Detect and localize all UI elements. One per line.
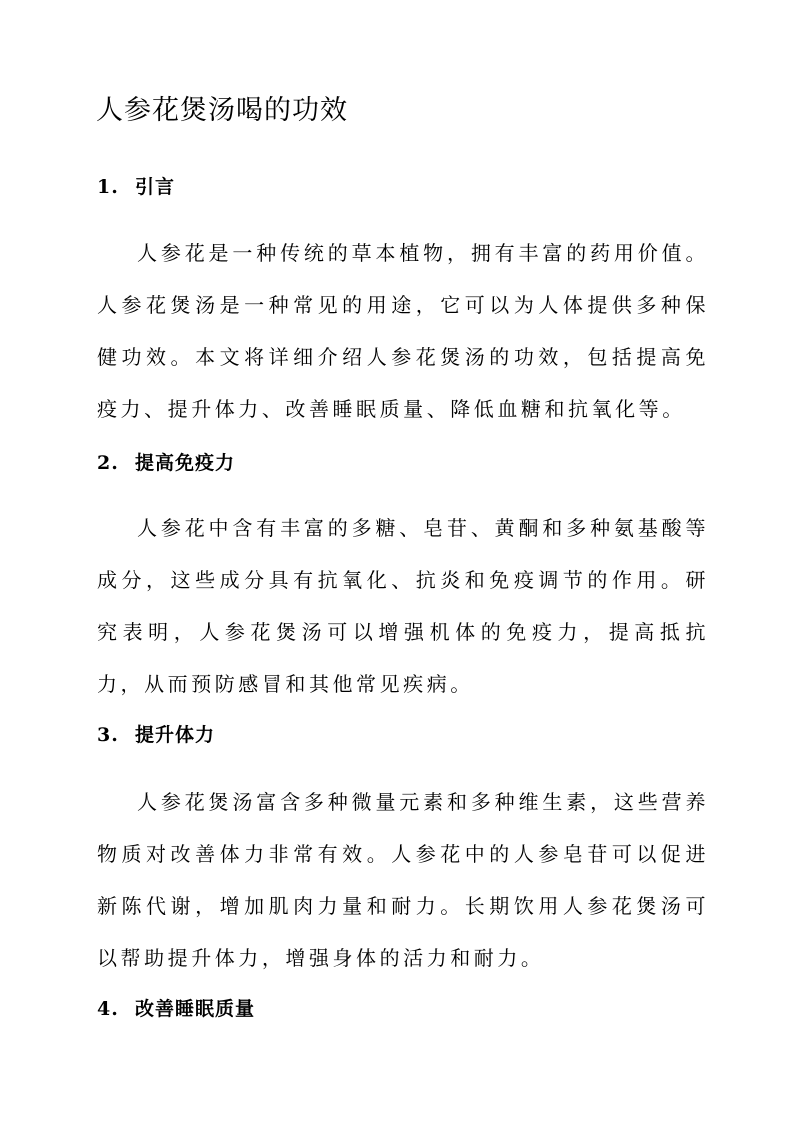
section-paragraph-immunity: 人参花中含有丰富的多糖、皂苷、黄酮和多种氨基酸等成分，这些成分具有抗氧化、抗炎和免疫调节的作用。研究表明，人参花煲汤可以增强机体的免疫力，提高抵抗力，从而预防感冒和其他常见疾病。 [97, 516, 709, 696]
section-number: 4. [97, 998, 119, 1020]
section-number: 2. [97, 452, 119, 474]
section-paragraph-stamina: 人参花煲汤富含多种微量元素和多种维生素，这些营养物质对改善体力非常有效。人参花中的人参皂苷可以促进新陈代谢，增加肌肉力量和耐力。长期饮用人参花煲汤可以帮助提升体力，增强身体的活力和耐力。 [97, 790, 709, 970]
section-number: 3. [97, 724, 119, 746]
document-title: 人参花煲汤喝的功效 [96, 95, 348, 126]
section-number: 1. [97, 176, 119, 198]
section-heading-sleep [97, 997, 717, 1021]
section-heading-text: 改善睡眠质量 [135, 998, 256, 1020]
section-paragraph-introduction: 人参花是一种传统的草本植物，拥有丰富的药用价值。人参花煲汤是一种常见的用途，它可以为人体提供多种保健功效。本文将详细介绍人参花煲汤的功效，包括提高免疫力、提升体力、改善睡眠质量、降低血糖和抗氧化等。 [97, 241, 709, 421]
section-heading-stamina [97, 723, 717, 747]
section-heading-immunity [97, 451, 717, 475]
section-heading-text: 提高免疫力 [135, 452, 236, 474]
section-heading-text: 提升体力 [135, 724, 216, 746]
section-heading-introduction [97, 175, 717, 199]
section-heading-text: 引言 [135, 176, 176, 198]
